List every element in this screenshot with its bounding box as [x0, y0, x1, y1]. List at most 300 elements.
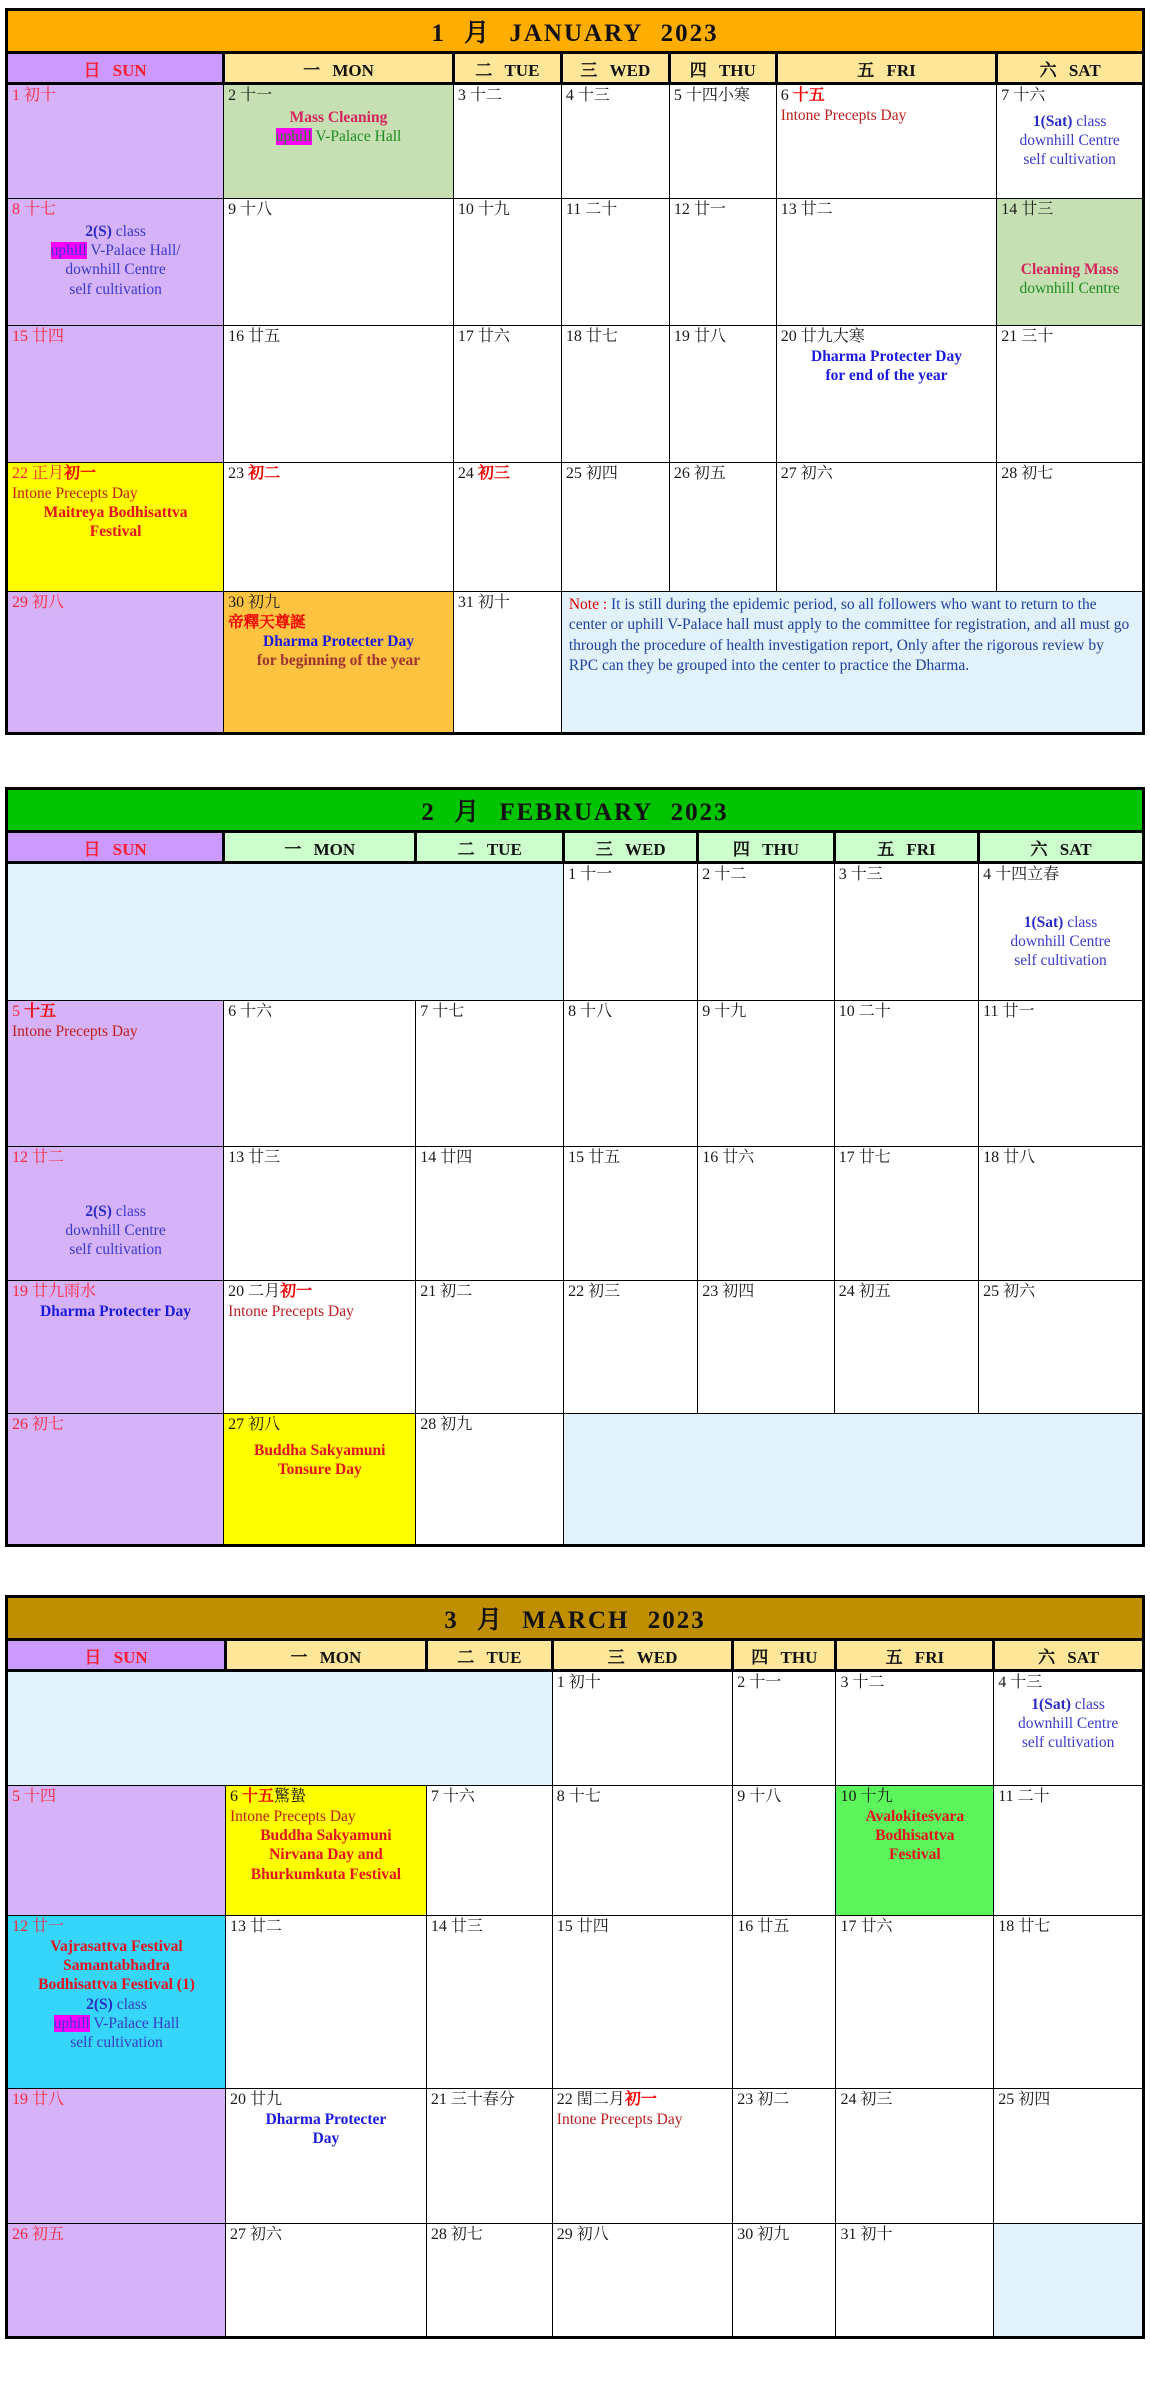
date-label [12, 1917, 221, 1937]
text-run: 20 廿九 [230, 2091, 283, 2108]
empty-cell [564, 1414, 1144, 1546]
date-label [568, 865, 693, 885]
text-run: 9 十八 [737, 1788, 782, 1805]
weekday-header-thu: 四 THU [669, 53, 776, 84]
text-run: 2(S) [86, 1995, 113, 2013]
date-label [674, 86, 772, 106]
date-label [839, 865, 974, 885]
day-cell-mar-22 [552, 2089, 732, 2224]
day-cell-jan-20 [776, 326, 997, 463]
text-run: self cultivation [1014, 952, 1107, 970]
text-run: 初一 [624, 2091, 657, 2108]
text-run: 26 初五 [12, 2226, 65, 2243]
day-cell-feb-21 [416, 1281, 564, 1414]
text-run: 16 廿六 [702, 1149, 755, 1166]
text-run: 5 十四小寒 [673, 87, 750, 104]
day-cell-mar-25 [994, 2089, 1144, 2224]
event-line [230, 1826, 422, 1845]
date-label [568, 1148, 693, 1168]
weekday-header-mon: 一 MON [226, 1640, 427, 1671]
day-cell-jan-13 [776, 199, 997, 326]
day-cell-jan-6 [776, 84, 997, 199]
text-run: 3 十二 [457, 87, 502, 104]
day-cell-mar-28 [426, 2224, 552, 2338]
text-run: Intone Precepts Day [228, 1302, 354, 1320]
text-run: 2 十二 [702, 866, 747, 883]
text-run: Buddha Sakyamuni [254, 1441, 386, 1459]
date-label [557, 1787, 728, 1807]
text-run: 29 初八 [556, 2226, 609, 2243]
event-line [12, 484, 219, 503]
day-cell-feb-20 [224, 1281, 416, 1414]
day-cell-jan-5 [669, 84, 776, 199]
event-line [228, 613, 449, 632]
day-cell-mar-18 [994, 1916, 1144, 2089]
text-run: 29 初八 [12, 594, 65, 611]
text-run: Samantabhadra [63, 1956, 170, 1974]
text-run: 8 十七 [12, 201, 57, 218]
date-label [983, 1148, 1138, 1168]
day-cell-feb-13 [224, 1147, 416, 1281]
date-label [566, 464, 665, 484]
epidemic-note [566, 593, 1138, 679]
text-run: 22 正月 [12, 465, 65, 482]
date-label [781, 327, 993, 347]
date-label [1001, 86, 1138, 106]
day-cell-jan-2 [224, 84, 454, 199]
day-cell-jan-23 [224, 463, 454, 592]
empty-cell [7, 1671, 553, 1786]
text-run: V-Palace Hall/ [86, 241, 181, 259]
text-run: Intone Precepts Day [556, 2110, 683, 2128]
day-cell-mar-6 [226, 1786, 427, 1916]
event-line [228, 651, 449, 670]
date-label [12, 200, 219, 220]
date-label [228, 200, 449, 220]
day-cell-jan-29 [7, 592, 224, 734]
day-cell-jan-31 [453, 592, 561, 734]
event-line [998, 1695, 1138, 1714]
date-label [431, 1787, 548, 1807]
text-run: 19 廿九雨水 [12, 1283, 97, 1300]
text-run: 初一 [64, 465, 97, 482]
weekday-header-tue: 二 TUE [453, 53, 561, 84]
date-label [998, 1917, 1138, 1937]
event-line [12, 241, 219, 260]
date-label [228, 464, 449, 484]
text-run: 4 十四立春 [983, 866, 1060, 883]
weekday-header-sat: 六 SAT [979, 832, 1144, 863]
day-cell-mar-26 [7, 2224, 226, 2338]
date-label [737, 1787, 831, 1807]
event-line [12, 1022, 219, 1041]
text-run: for beginning of the year [256, 652, 421, 670]
day-cell-feb-11 [979, 1001, 1144, 1147]
text-run: 十五 [242, 1788, 275, 1805]
weekday-header-thu: 四 THU [733, 1640, 836, 1671]
date-label [998, 1673, 1138, 1693]
text-run: downhill Centre [1017, 1714, 1119, 1732]
text-run: class [1070, 1695, 1105, 1713]
date-label [12, 1282, 219, 1302]
text-run: Bodhisattva [875, 1826, 955, 1844]
date-label [737, 2090, 831, 2110]
text-run: Intone Precepts Day [780, 106, 907, 124]
text-run: 23 初二 [737, 2091, 790, 2108]
date-label [12, 1415, 219, 1435]
day-cell-feb-17 [834, 1147, 978, 1281]
text-run: 12 廿一 [673, 201, 726, 218]
day-cell-feb-22 [564, 1281, 698, 1414]
day-cell-feb-9 [698, 1001, 834, 1147]
text-run: 25 初四 [998, 2091, 1051, 2108]
text-run: 1 初十 [12, 87, 57, 104]
date-label [12, 1787, 221, 1807]
event-line [1001, 260, 1138, 279]
weekday-header-thu: 四 THU [698, 832, 834, 863]
text-run: downhill Centre [1019, 279, 1120, 297]
day-cell-mar-13 [226, 1916, 427, 2089]
text-run: 7 十六 [430, 1788, 475, 1805]
text-run: self cultivation [1023, 151, 1116, 169]
event-line [983, 913, 1138, 932]
day-cell-jan-7 [997, 84, 1144, 199]
day-cell-feb-8 [564, 1001, 698, 1147]
date-label [702, 1002, 829, 1022]
date-label [839, 1148, 974, 1168]
text-run: 3 十三 [838, 866, 883, 883]
date-label [557, 1917, 728, 1937]
event-line [12, 1302, 219, 1321]
day-cell-mar-20 [226, 2089, 427, 2224]
text-run: 7 十六 [1001, 87, 1046, 104]
event-line [781, 347, 993, 366]
text-run: self cultivation [1021, 1734, 1115, 1752]
text-run: self cultivation [69, 1241, 162, 1259]
text-run: for end of the year [825, 366, 948, 384]
date-label [12, 2090, 221, 2110]
text-run: 2(S) [85, 1202, 112, 1220]
weekday-header-tue: 二 TUE [416, 832, 564, 863]
day-cell-mar-19 [7, 2089, 226, 2224]
date-label [557, 1673, 728, 1693]
event-line [1001, 112, 1138, 131]
text-run: 19 廿八 [12, 2091, 65, 2108]
text-run: Maitreya Bodhisattva [43, 503, 188, 521]
text-run: 1(Sat) [1023, 913, 1064, 931]
text-run: 30 初九 [737, 2226, 790, 2243]
text-run: 初三 [477, 465, 510, 482]
date-label [781, 464, 993, 484]
day-cell-mar-9 [733, 1786, 836, 1916]
text-run: Note : [568, 596, 612, 613]
text-run: 31 初十 [457, 594, 510, 611]
empty-cell [7, 863, 564, 1001]
date-label [420, 1282, 559, 1302]
text-run: Bhurkumkuta Festival [250, 1865, 402, 1883]
event-line [840, 1845, 989, 1864]
day-cell-feb-12 [7, 1147, 224, 1281]
text-run: 2 十一 [737, 1674, 782, 1691]
text-run: Intone Precepts Day [12, 1022, 138, 1040]
day-cell-mar-31 [836, 2224, 994, 2338]
event-line [12, 280, 219, 299]
event-line [781, 366, 993, 385]
event-line [12, 503, 219, 522]
date-label [458, 464, 557, 484]
day-cell-mar-30 [733, 2224, 836, 2338]
text-run: class [111, 1202, 146, 1220]
text-run: 1(Sat) [1031, 1695, 1071, 1713]
day-cell-jan-15 [7, 326, 224, 463]
day-cell-mar-12 [7, 1916, 226, 2089]
date-label [566, 200, 665, 220]
day-cell-feb-15 [564, 1147, 698, 1281]
text-run: downhill Centre [65, 1221, 166, 1239]
day-cell-mar-7 [426, 1786, 552, 1916]
weekday-header-sun: 日 SUN [7, 1640, 226, 1671]
text-run: 27 初八 [228, 1416, 281, 1433]
text-run: 5 [12, 1003, 24, 1020]
date-label [674, 200, 772, 220]
text-run: 帝釋天尊誕 [228, 613, 306, 631]
date-label [431, 2225, 548, 2245]
date-label [840, 1673, 989, 1693]
weekday-header-sat: 六 SAT [994, 1640, 1144, 1671]
text-run: 27 初六 [780, 465, 833, 482]
day-cell-jan-12 [669, 199, 776, 326]
date-label [840, 1787, 989, 1807]
day-cell-mar-24 [836, 2089, 994, 2224]
event-line [12, 222, 219, 241]
month-mar-section [0, 1595, 1150, 2339]
text-run: 14 廿三 [1001, 201, 1054, 218]
month-title-jan: 1 月 JANUARY 2023 [7, 10, 1144, 53]
day-cell-mar-10 [836, 1786, 994, 1916]
weekday-header-tue: 二 TUE [426, 1640, 552, 1671]
text-run: 21 初二 [420, 1283, 473, 1300]
empty-cell [994, 2224, 1144, 2338]
date-label [420, 1415, 559, 1435]
date-label [420, 1148, 559, 1168]
event-line [557, 2110, 728, 2129]
date-label [998, 2090, 1138, 2110]
date-label [737, 2225, 831, 2245]
text-run: 26 初七 [12, 1416, 65, 1433]
weekday-header-fri: 五 FRI [834, 832, 978, 863]
day-cell-jan-4 [561, 84, 669, 199]
date-label [1001, 464, 1138, 484]
text-run: 18 廿七 [565, 328, 618, 345]
text-run: 19 廿八 [673, 328, 726, 345]
month-feb-section [0, 787, 1150, 1547]
event-line [1001, 131, 1138, 150]
day-cell-feb-18 [979, 1147, 1144, 1281]
text-run: 28 初七 [1001, 465, 1054, 482]
day-cell-jan-14 [997, 199, 1144, 326]
text-run: 10 十九 [457, 201, 510, 218]
text-run: Mass Cleaning [289, 108, 388, 126]
date-label [230, 1917, 422, 1937]
text-run: Dharma Protecter Day [811, 347, 962, 365]
text-run: 26 初五 [673, 465, 726, 482]
date-label [230, 2225, 422, 2245]
text-run: 18 廿七 [998, 1918, 1051, 1935]
day-cell-feb-6 [224, 1001, 416, 1147]
text-run: class [111, 222, 146, 240]
text-run: 4 十三 [998, 1674, 1043, 1691]
day-cell-jan-28 [997, 463, 1144, 592]
text-run: 初二 [248, 465, 281, 482]
event-line [998, 1714, 1138, 1733]
day-cell-jan-11 [561, 199, 669, 326]
weekday-header-wed: 三 WED [552, 1640, 732, 1671]
text-run: 17 廿六 [840, 1918, 893, 1935]
date-label [420, 1002, 559, 1022]
event-line [983, 951, 1138, 970]
day-cell-feb-16 [698, 1147, 834, 1281]
day-cell-mar-14 [426, 1916, 552, 2089]
date-label [12, 464, 219, 484]
day-cell-feb-23 [698, 1281, 834, 1414]
date-label [228, 1415, 411, 1435]
day-cell-jan-17 [453, 326, 561, 463]
text-run: 31 初十 [840, 2226, 893, 2243]
day-cell-jan-1 [7, 84, 224, 199]
day-cell-feb-27 [224, 1414, 416, 1546]
date-label [458, 200, 557, 220]
event-line [12, 1956, 221, 1975]
day-cell-jan-24 [453, 463, 561, 592]
event-line [228, 1460, 411, 1479]
day-cell-mar-3 [836, 1671, 994, 1786]
date-label [12, 2225, 221, 2245]
text-run: Cleaning Mass [1020, 260, 1119, 278]
text-run: 13 廿二 [780, 201, 833, 218]
event-line [12, 522, 219, 541]
day-cell-feb-26 [7, 1414, 224, 1546]
day-cell-jan-8 [7, 199, 224, 326]
date-label [228, 593, 449, 613]
date-label [557, 2090, 728, 2110]
text-run: It is still during the epidemic period, so all followers who want to return to the center or uphill V-Palace hall must apply to the committee for registration, and all must go through the procedure of health investigation report, Only after the rigorous review by RPC can they be grouped into the center to practice the Dharma. [568, 596, 1130, 675]
day-cell-mar-23 [733, 2089, 836, 2224]
day-cell-feb-28 [416, 1414, 564, 1546]
text-run: Dharma Protecter Day [40, 1302, 192, 1320]
day-cell-mar-8 [552, 1786, 732, 1916]
event-line [12, 2014, 221, 2033]
text-run: 16 廿五 [228, 328, 281, 345]
text-run: 8 十七 [556, 1788, 601, 1805]
text-run: downhill Centre [65, 261, 166, 279]
date-label [228, 1282, 411, 1302]
event-line [230, 1865, 422, 1884]
weekday-header-wed: 三 WED [561, 53, 669, 84]
text-run: 3 十二 [840, 1674, 885, 1691]
date-label [737, 1917, 831, 1937]
date-label [12, 327, 219, 347]
calendar-table-feb [5, 787, 1145, 1547]
text-run: 21 三十春分 [430, 2091, 515, 2108]
date-label [12, 86, 219, 106]
date-label [840, 2225, 989, 2245]
text-run: 22 閏二月 [556, 2091, 625, 2108]
temple-calendar-page [0, 8, 1150, 2339]
text-run: 十五 [24, 1003, 57, 1020]
date-label [12, 1002, 219, 1022]
text-run: 2(S) [85, 222, 112, 240]
day-cell-feb-2 [698, 863, 834, 1001]
month-title-feb: 2 月 FEBRUARY 2023 [7, 789, 1144, 832]
text-run: 30 初九 [228, 594, 281, 611]
date-label [674, 327, 772, 347]
date-label [431, 1917, 548, 1937]
date-label [12, 1148, 219, 1168]
date-label [1001, 327, 1138, 347]
date-label [781, 86, 993, 106]
weekday-header-fri: 五 FRI [836, 1640, 994, 1671]
note-cell [561, 592, 1143, 734]
day-cell-jan-19 [669, 326, 776, 463]
date-label [737, 1673, 831, 1693]
event-line [228, 632, 449, 651]
text-run: 驚蟄 [274, 1788, 307, 1805]
day-cell-feb-4 [979, 863, 1144, 1001]
text-run: 17 廿六 [457, 328, 510, 345]
day-cell-jan-3 [453, 84, 561, 199]
text-run: self cultivation [69, 280, 162, 298]
day-cell-feb-1 [564, 863, 698, 1001]
text-run: 9 十九 [702, 1003, 747, 1020]
text-run: 22 初三 [568, 1283, 621, 1300]
event-line [228, 127, 449, 146]
date-label [228, 1002, 411, 1022]
text-run: 11 二十 [998, 1788, 1050, 1805]
text-run: 8 十八 [568, 1003, 613, 1020]
date-label [702, 865, 829, 885]
day-cell-jan-26 [669, 463, 776, 592]
date-label [230, 2090, 422, 2110]
text-run: 17 廿七 [838, 1149, 891, 1166]
text-run: 12 廿一 [12, 1918, 65, 1935]
date-label [458, 593, 557, 613]
date-label [230, 1787, 422, 1807]
text-run: Avalokiteśvara [865, 1807, 965, 1825]
text-run: 4 十三 [565, 87, 610, 104]
date-label [983, 1002, 1138, 1022]
text-run: 23 初四 [702, 1283, 755, 1300]
date-label [1001, 200, 1138, 220]
day-cell-feb-5 [7, 1001, 224, 1147]
text-run: Bodhisattva Festival (1) [38, 1976, 195, 1994]
calendar-table-jan [5, 8, 1145, 735]
text-run: Day [312, 2129, 340, 2147]
day-cell-jan-22 [7, 463, 224, 592]
date-label [228, 86, 449, 106]
text-run: 25 初六 [983, 1283, 1036, 1300]
day-cell-jan-21 [997, 326, 1144, 463]
text-run: 15 廿五 [568, 1149, 621, 1166]
weekday-header-sun: 日 SUN [7, 53, 224, 84]
text-run: 初一 [280, 1283, 313, 1300]
day-cell-feb-7 [416, 1001, 564, 1147]
day-cell-mar-16 [733, 1916, 836, 2089]
day-cell-mar-29 [552, 2224, 732, 2338]
text-run: 9 十八 [228, 201, 273, 218]
day-cell-mar-21 [426, 2089, 552, 2224]
text-run: 18 廿八 [983, 1149, 1036, 1166]
text-run: 24 初五 [838, 1283, 891, 1300]
